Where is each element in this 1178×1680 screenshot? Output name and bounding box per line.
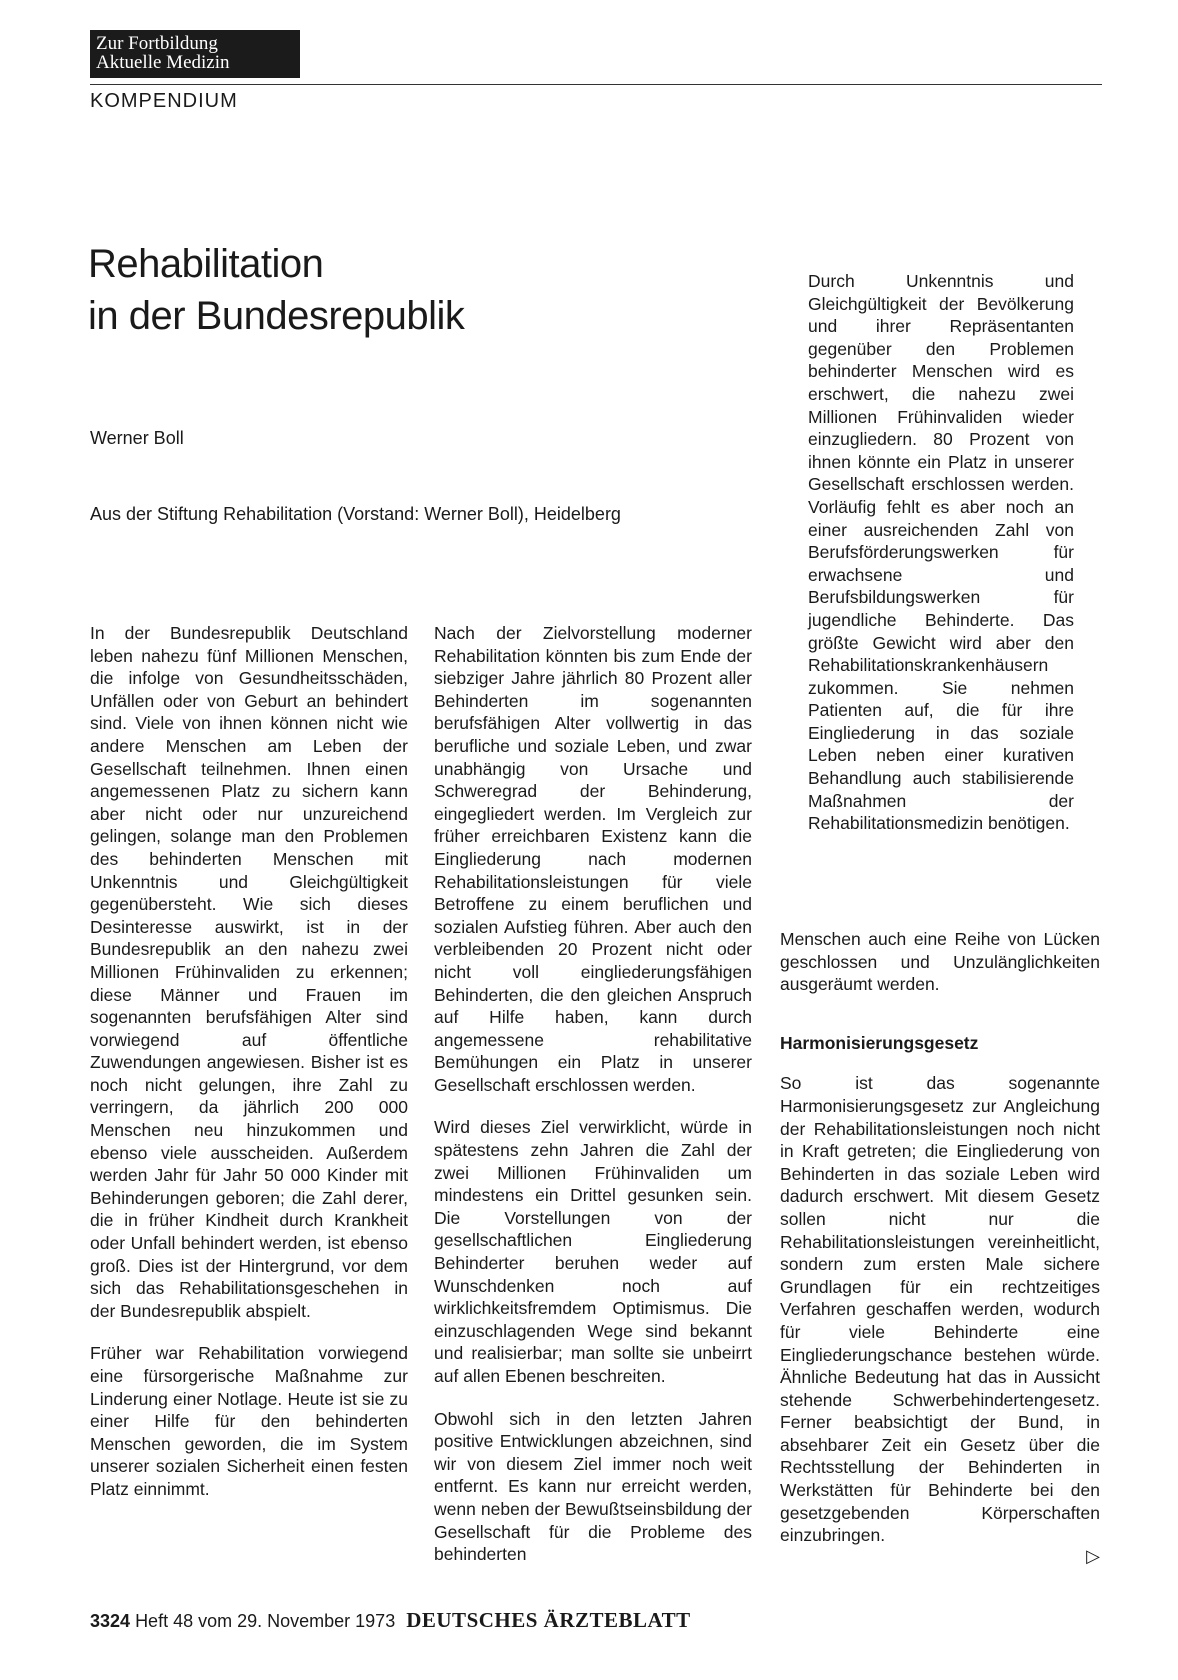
page-footer	[90, 1608, 691, 1633]
rubric-box	[90, 30, 300, 78]
paragraph: In der Bundesrepublik Deutschland leben nahezu fünf Millionen Menschen, die infolge von Gesundheitsschäden, Unfällen oder von Geburt an behindert sind. Viele von ihnen können nicht wie andere Menschen am Leben der Gesellschaft teilnehmen. Ihnen einen angemessenen Platz zu sichern kann aber nicht oder nur unzureichend gelingen, solange man den Problemen des behinderten Menschen mit Unkenntnis und Gleichgültigkeit gegenübersteht. Wie sich dieses Desinteresse auswirkt, ist in der Bundesrepublik an den nahezu zwei Millionen Frühinvaliden zu erkennen; diese Männer und Frauen im sogenannten berufsfähigen Alter sind vorwiegend auf öffentliche Zuwendungen angewiesen. Bisher ist es noch nicht gelungen, ihre Zahl zu verringern, da jährlich 200 000 Menschen neu hinzukommen und ebenso viele ausscheiden. Außerdem werden Jahr für Jahr 50 000 Kinder mit Behinderungen geboren; die Zahl derer, die in früher Kindheit durch Krankheit oder Unfall behindert werden, ist ebenso groß. Dies ist der Hintergrund, vor dem sich das Rehabilitationsgeschehen in der Bundesrepublik abspielt.	[90, 623, 408, 1321]
issue-info: Heft 48 vom 29. November 1973	[135, 1611, 396, 1631]
paragraph: So ist das sogenannte Harmonisierungsgesetz zur Angleichung der Rehabilitationsleistungen noch nicht in Kraft getreten; die Eingliederung von Behinderten in das soziale Leben wird dadurch erschwert. Mit diesem Gesetz sollen nicht nur die Rehabilitationsleistungen vereinheitlicht, sondern zum ersten Male sichere Grundlagen für ein rechtzeitiges Verfahren geschaffen werden, wodurch für viele Behinderte eine Eingliederungschance bestehen würde. Ähnliche Bedeutung hat das in Aussicht stehende Schwerbehindertengesetz. Ferner beabsichtigt der Bund, in absehbarer Zeit ein Gesetz über die Rechtsstellung der Behinderten in Werkstätten für Behinderte bei den gesetzgebenden Körperschaften einzubringen.	[780, 1073, 1100, 1546]
paragraph: Menschen auch eine Reihe von Lücken geschlossen und Unzulänglichkeiten ausgeräumt werden.	[780, 929, 1100, 995]
continue-arrow-icon: ▷	[1086, 1545, 1100, 1566]
article-title	[88, 238, 728, 342]
summary-paragraph: Durch Unkenntnis und Gleichgültigkeit der Bevölkerung und ihrer Repräsentanten gegenüber den Problemen behinderter Menschen wird es erschwert, die nahezu zwei Millionen Frühinvaliden wieder einzugliedern. 80 Prozent von ihnen könnte ein Platz in unserer Gesellschaft erschlossen werden. Vorläufig fehlt es aber noch an einer ausreichenden Zahl von Berufsförderungswerken für erwachsene und Berufsbildungswerken für jugendliche Behinderte. Das größte Gewicht wird aber den Rehabilitationskrankenhäusern zukommen. Sie nehmen Patienten auf, die für ihre Eingliederung in das soziale Leben neben einer kurativen Behandlung auch stabilisierende Maßnahmen der Rehabilitationsmedizin benötigen.	[808, 271, 1074, 834]
paragraph: Obwohl sich in den letzten Jahren positive Entwicklungen abzeichnen, sind wir von diesem Ziel immer noch weit entfernt. Es kann nur erreicht werden, wenn neben der Bewußtseinsbildung der Gesellschaft für die Probleme des behinderten	[434, 1408, 752, 1565]
rubric-line-1: Zur Fortbildung	[96, 33, 218, 54]
column-3	[780, 928, 1100, 1567]
section-heading: Harmonisierungsgesetz	[780, 1032, 979, 1053]
paragraph: Wird dieses Ziel verwirklicht, würde in spätestens zehn Jahren die Zahl der zwei Millionen Frühinvaliden um mindestens ein Drittel gesunken sein. Die Vorstellungen von der gesellschaftlichen Eingliederung Behinderter beruhen weder auf Wunschdenken noch auf wirklichkeitsfremdem Optimismus. Die einzuschlagenden Wege sind bekannt und realisierbar; man sollte sie unbeirrt auf allen Ebenen beschreiten.	[434, 1117, 752, 1386]
rubric-line-2: Aktuelle Medizin	[96, 52, 230, 73]
paragraph: Früher war Rehabilitation vorwiegend eine fürsorgerische Maßnahme zur Linderung einer Notlage. Heute ist sie zu einer Hilfe für den behinderten Menschen geworden, die im System unserer sozialen Sicherheit einen festen Platz einnimmt.	[90, 1343, 408, 1499]
summary-box	[808, 270, 1074, 855]
author: Werner Boll	[90, 428, 184, 448]
section-label: KOMPENDIUM	[90, 90, 238, 112]
header-rule	[90, 84, 1102, 85]
title-line-2: in der Bundesrepublik	[88, 294, 465, 338]
affiliation: Aus der Stiftung Rehabilitation (Vorstand: Werner Boll), Heidelberg	[90, 504, 621, 524]
page-number: 3324	[90, 1611, 131, 1631]
column-1	[90, 622, 408, 1521]
journal-name: DEUTSCHES ÄRZTEBLATT	[406, 1608, 691, 1632]
title-line-1: Rehabilitation	[88, 242, 324, 286]
column-2	[434, 622, 752, 1586]
paragraph: Nach der Zielvorstellung moderner Rehabilitation könnten bis zum Ende der siebziger Jahre jährlich 80 Prozent aller Behinderten im sogenannten berufsfähigen Alter vollwertig in das berufliche und soziale Leben, und zwar unabhängig von Ursache und Schweregrad der Behinderung, eingegliedert werden. Im Vergleich zur früher erreichbaren Existenz kann die Eingliederung nach modernen Rehabilitationsleistungen für viele Betroffene zu einem beruflichen und sozialen Aufstieg führen. Aber auch den verbleibenden 20 Prozent nicht oder nicht voll eingliederungsfähigen Behinderten, die den gleichen Anspruch auf Hilfe haben, kann durch angemessene rehabilitative Bemühungen ein Platz in unserer Gesellschaft erschlossen werden.	[434, 623, 752, 1095]
